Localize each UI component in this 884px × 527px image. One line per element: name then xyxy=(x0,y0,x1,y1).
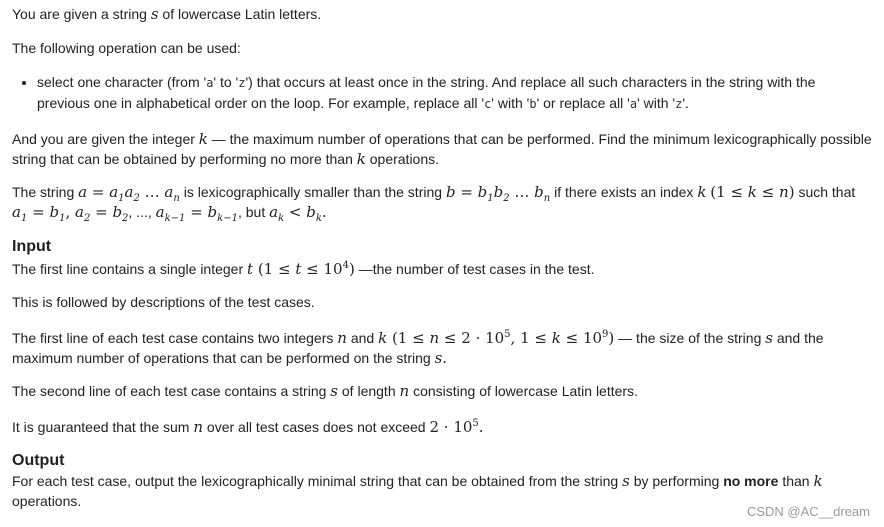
output-heading: Output xyxy=(12,452,65,469)
code-c: c xyxy=(484,97,492,111)
var-k-3: k xyxy=(813,472,823,490)
lex-paragraph: The string $a = a_1a_2$ … $a_n$ is lexicographically smaller than the string $b = b_1b_2$ … $b_n$ if there exists an index k (1 ≤ k ≤ n) such that $a_1 = b_1$, $a_2 = b_2$, ..., $a_{k-1} = b_{k-1}$, but $a_k < b_k$. xyxy=(12,183,856,224)
var-k-2: k xyxy=(356,150,366,168)
intro-text-end: of lowercase Latin letters. xyxy=(162,6,322,22)
operation-text: The following operation can be used: xyxy=(12,40,241,56)
formula-less: $a_k < b_k$ xyxy=(269,203,322,224)
var-s-5: s xyxy=(622,472,630,490)
operation-list xyxy=(12,72,877,114)
input-line-4: The second line of each test case contains a string s of length n consisting of lowercase Latin letters. xyxy=(12,382,638,400)
formula-b-def: $b = b_1b_2$ … $b_n$ xyxy=(445,183,551,204)
code-b: b xyxy=(529,97,537,111)
code-a-2: a xyxy=(629,97,638,111)
input-line-3: The first line of each test case contains two integers n and k ($1 \le n \le 2 \cdot 10^5$, $1 \le k \le 10^9$) — the size of the string s and the maximum number of operations that can be performed on the string s. xyxy=(12,329,824,367)
list-item: • select one character (from 'a' to 'z') that occurs at least once in the string. And replace all such characters in the string with the previous one in alphabetical order on the loop. For example, replace all 'c' with 'b' or replace all 'a' with 'z'. xyxy=(37,72,877,114)
formula-nk-range: k ($1 \le n \le 2 \cdot 10^5$, $1 \le k \le 10^9$) xyxy=(378,329,615,347)
k-paragraph: And you are given the integer k — the maximum number of operations that can be performed. Find the minimum lexicographically possible string that can be obtained by performing no more than k operations. xyxy=(12,130,872,168)
bold-no-more: no more xyxy=(723,473,779,489)
formula-k-range: (1 ≤ k ≤ n) xyxy=(710,183,795,201)
formula-a-def: $a = a_1a_2$ … $a_n$ xyxy=(78,183,180,204)
intro-text: You are given a string xyxy=(12,6,147,22)
formula-t-range: t $(1 \le t \le 10^4)$ xyxy=(247,260,355,278)
output-line-1: For each test case, output the lexicographically minimal string that can be obtained from the string s by performing no more than k operations. xyxy=(12,472,823,509)
var-s-3: s xyxy=(434,349,443,367)
formula-prefix-equal: $a_1 = b_1$, $a_2 = b_2$ xyxy=(12,203,129,224)
operation-paragraph xyxy=(12,38,241,58)
var-k: k xyxy=(198,130,208,148)
var-s-4: s xyxy=(330,382,338,400)
var-n: n xyxy=(337,329,347,347)
code-a: a xyxy=(206,76,214,90)
var-n-2: n xyxy=(399,382,410,400)
input-line-2: This is followed by descriptions of the test cases. xyxy=(12,294,315,310)
input-line-1: The first line contains a single integer t $(1 \le t \le 10^4)$ —the number of test cases in the test. xyxy=(12,260,595,278)
formula-prefix-last: $a_{k-1} = b_{k-1}$ xyxy=(155,203,238,224)
intro-paragraph xyxy=(12,4,321,24)
code-z-2: z xyxy=(675,97,683,111)
input-line-5: It is guaranteed that the sum n over all test cases does not exceed $2 \cdot 10^5$. xyxy=(12,418,484,436)
var-s-2: s xyxy=(765,329,773,347)
formula-sum-limit: $2 \cdot 10^5$. xyxy=(429,418,484,436)
var-s: s xyxy=(150,5,159,23)
var-n-3: n xyxy=(193,418,204,436)
formula-index-k: k xyxy=(697,183,707,201)
code-z: z xyxy=(238,76,246,90)
input-heading: Input xyxy=(12,238,52,255)
csdn-watermark: CSDN @AC__dream xyxy=(746,504,870,519)
